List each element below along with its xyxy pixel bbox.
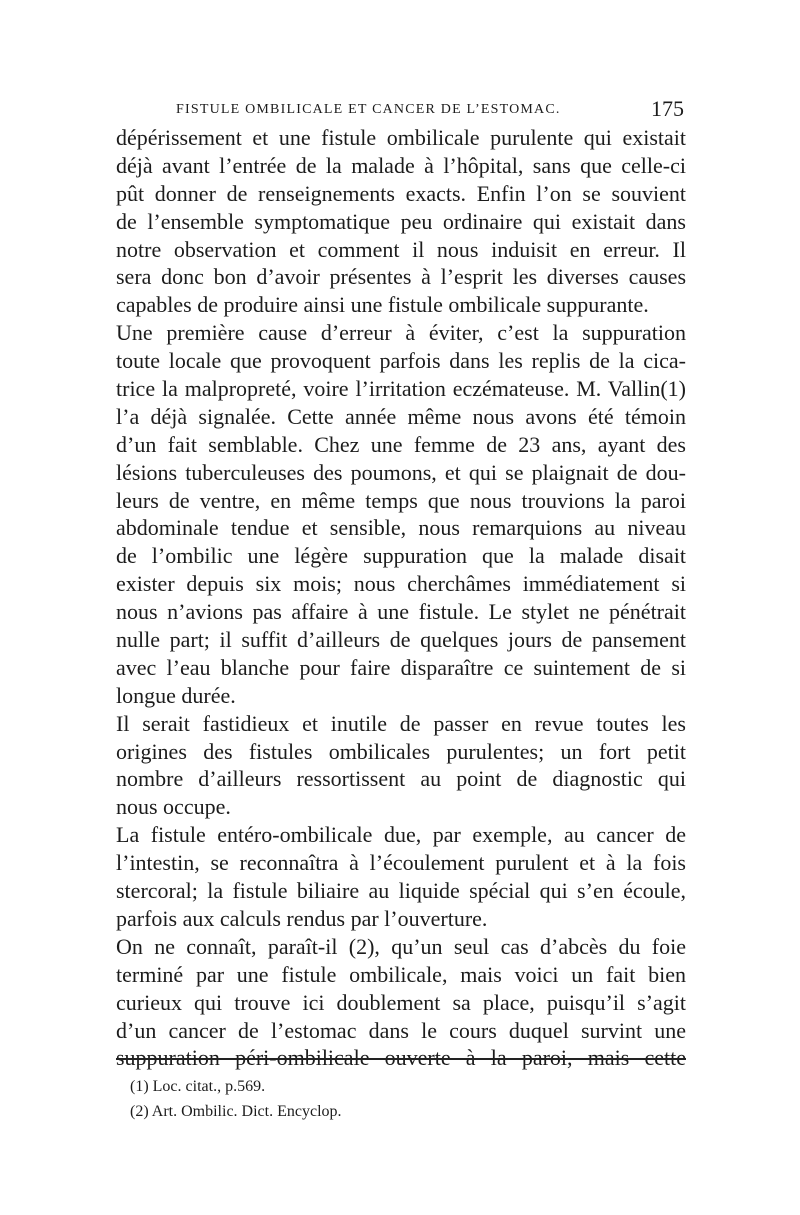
text-line: On ne connaît, paraît-il (2), qu’un seul cas d’abcès du foie — [116, 933, 686, 959]
text-line: d’un cancer de l’estomac dans le cours duquel survint une — [116, 1017, 686, 1043]
text-line: La fistule entéro-ombilicale due, par exemple, au cancer de — [116, 822, 686, 848]
text-line: notre observation et comment il nous induisit en erreur. Il — [116, 236, 686, 262]
text-line: lésions tuberculeuses des poumons, et qui se plaignait de dou- — [116, 459, 686, 485]
text-line: l’intestin, se reconnaîtra à l’écoulement purulent et à la fois — [116, 850, 686, 876]
text-line: exister depuis six mois; nous cherchâmes immédiatement si — [116, 571, 686, 597]
text-line: de l’ensemble symptomatique peu ordinaire qui existait dans — [116, 208, 686, 234]
text-line: suppuration péri-ombilicale ouverte à la paroi, mais cette — [116, 1045, 686, 1071]
text-line: origines des fistules ombilicales purulentes; un fort petit — [116, 738, 686, 764]
text-line: sera donc bon d’avoir présentes à l’esprit les diverses causes — [116, 264, 686, 290]
text-line: nulle part; il suffit d’ailleurs de quelques jours de pansement — [116, 627, 686, 653]
footnote-divider — [116, 1058, 686, 1060]
body-text — [116, 124, 686, 1072]
text-line: capables de produire ainsi une fistule ombilicale suppurante. — [116, 292, 649, 318]
text-line: trice la malpropreté, voire l’irritation eczémateuse. M. Vallin(1) — [116, 376, 686, 402]
text-line: toute locale que provoquent parfois dans les replis de la cica- — [116, 348, 686, 374]
text-line: Une première cause d’erreur à éviter, c’est la suppuration — [116, 320, 686, 346]
text-line: leurs de ventre, en même temps que nous trouvions la paroi — [116, 487, 686, 513]
footnotes — [130, 1074, 690, 1124]
text-line: curieux qui trouve ici doublement sa place, puisqu’il s’agit — [116, 989, 686, 1015]
footnote: (1) Loc. citat., p.569. — [130, 1078, 266, 1095]
text-line: avec l’eau blanche pour faire disparaître ce suintement de si — [116, 654, 686, 680]
text-line: abdominale tendue et sensible, nous remarquions au niveau — [116, 515, 686, 541]
text-line: parfois aux calculs rendus par l’ouverture. — [116, 905, 488, 931]
text-line: l’a déjà signalée. Cette année même nous avons été témoin — [116, 403, 686, 429]
text-line: dépérissement et une fistule ombilicale purulente qui existait — [116, 125, 686, 150]
text-line: nous n’avions pas affaire à une fistule. Le stylet ne pénétrait — [116, 599, 686, 625]
footnote: (2) Art. Ombilic. Dict. Encyclop. — [130, 1103, 342, 1120]
text-line: nous occupe. — [116, 794, 231, 820]
text-line: longue durée. — [116, 682, 236, 708]
text-line: de l’ombilic une légère suppuration que la malade disait — [116, 543, 686, 569]
running-title: FISTULE OMBILICALE ET CANCER DE L’ESTOMAC. — [176, 102, 561, 117]
running-head — [118, 96, 684, 124]
page-number: 175 — [651, 96, 684, 121]
text-line: terminé par une fistule ombilicale, mais voici un fait bien — [116, 961, 686, 987]
text-line: d’un fait semblable. Chez une femme de 23 ans, ayant des — [116, 431, 686, 457]
text-line: Il serait fastidieux et inutile de passer en revue toutes les — [116, 710, 686, 736]
text-line: nombre d’ailleurs ressortissent au point de diagnostic qui — [116, 766, 686, 792]
text-line: stercoral; la fistule biliaire au liquide spécial qui s’en écoule, — [116, 878, 686, 904]
text-line: déjà avant l’entrée de la malade à l’hôpital, sans que celle-ci — [116, 152, 686, 178]
text-line: pût donner de renseignements exacts. Enfin l’on se souvient — [116, 180, 686, 206]
